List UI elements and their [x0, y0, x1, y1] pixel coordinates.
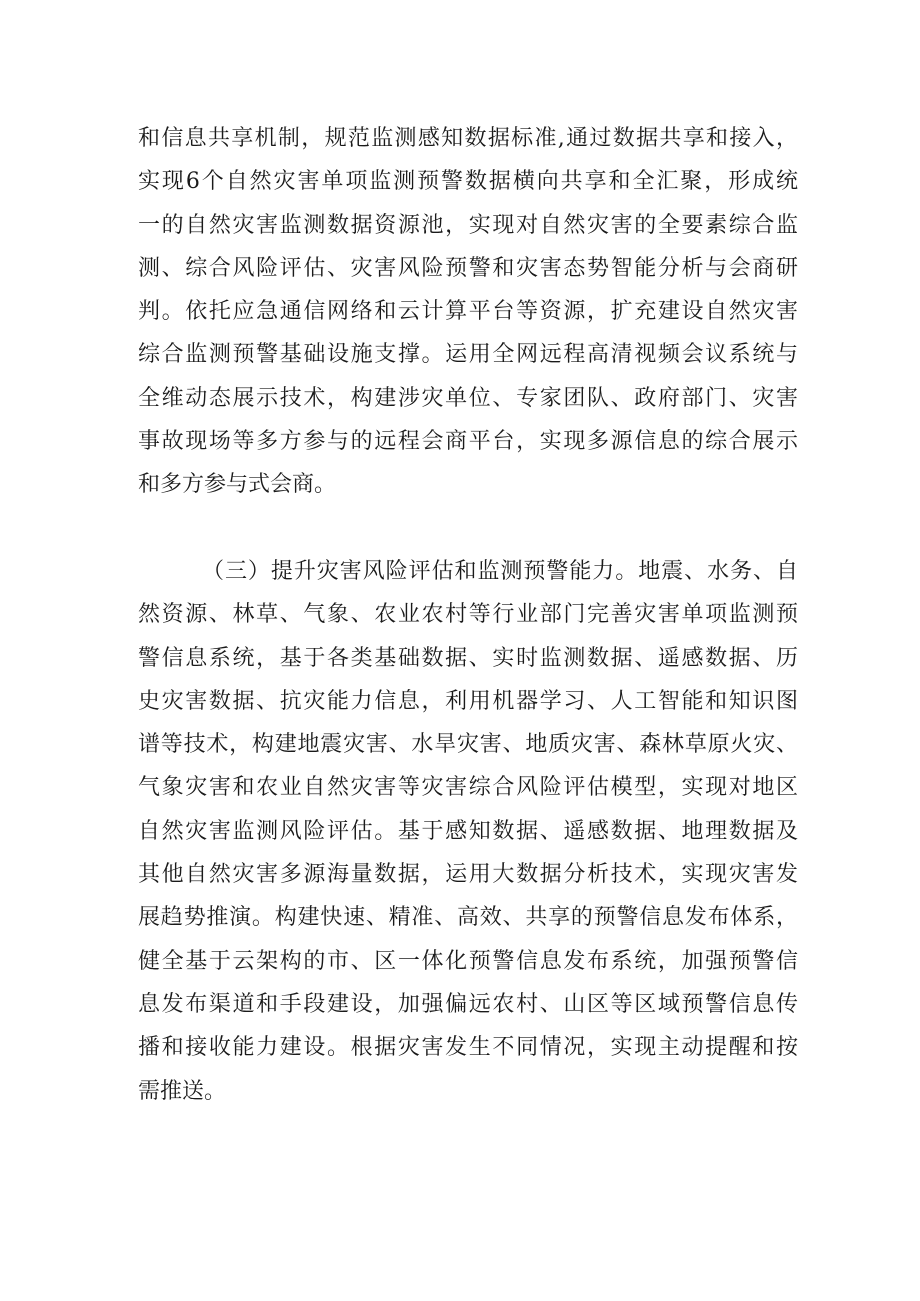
paragraph-line: 自然灾害监测风险评估。基于感知数据、遥感数据、地理数据及	[138, 818, 798, 844]
paragraph-line: 健全基于云架构的市、区一体化预警信息发布系统，加强预警信	[138, 948, 798, 974]
paragraph-line: 和信息共享机制，规范监测感知数据标准,通过数据共享和接入，	[138, 126, 798, 151]
paragraph-line: 然资源、林草、气象、农业农村等行业部门完善灾害单项监测预	[138, 602, 798, 628]
paragraph-line: 警信息系统，基于各类基础数据、实时监测数据、遥感数据、历	[138, 645, 798, 671]
paragraph-line: 判。依托应急通信网络和云计算平台等资源，扩充建设自然灾害	[138, 299, 798, 325]
paragraph-2	[138, 550, 798, 1113]
paragraph-line: 其他自然灾害多源海量数据，运用大数据分析技术，实现灾害发	[138, 862, 798, 888]
paragraph-line: 和多方参与式会商。	[138, 472, 337, 498]
paragraph-heading-line: （三）提升灾害风险评估和监测预警能力。地震、水务、自	[202, 559, 798, 584]
paragraph-line: 实现6个自然灾害单项监测预警数据横向共享和全汇聚，形成统	[138, 169, 798, 195]
paragraph-line: 需推送。	[138, 1078, 227, 1104]
paragraph-line: 谱等技术，构建地震灾害、水旱灾害、地质灾害、森林草原火灾、	[138, 732, 798, 758]
paragraph-line: 一的自然灾害监测数据资源池，实现对自然灾害的全要素综合监	[138, 212, 798, 238]
paragraph-line: 综合监测预警基础设施支撑。运用全网远程高清视频会议系统与	[138, 342, 798, 368]
paragraph-line: 事故现场等多方参与的远程会商平台，实现多源信息的综合展示	[138, 429, 798, 455]
paragraph-line: 息发布渠道和手段建设，加强偏远农村、山区等区域预警信息传	[138, 991, 798, 1017]
paragraph-line: 播和接收能力建设。根据灾害发生不同情况，实现主动提醒和按	[138, 1035, 798, 1061]
paragraph-1	[138, 117, 798, 507]
paragraph-line: 气象灾害和农业自然灾害等灾害综合风险评估模型，实现对地区	[138, 775, 798, 801]
paragraph-line: 史灾害数据、抗灾能力信息，利用机器学习、人工智能和知识图	[138, 688, 798, 714]
paragraph-line: 展趋势推演。构建快速、精准、高效、共享的预警信息发布体系，	[138, 905, 798, 931]
paragraph-line: 全维动态展示技术，构建涉灾单位、专家团队、政府部门、灾害	[138, 385, 798, 411]
paragraph-line: 测、综合风险评估、灾害风险预警和灾害态势智能分析与会商研	[138, 255, 798, 281]
